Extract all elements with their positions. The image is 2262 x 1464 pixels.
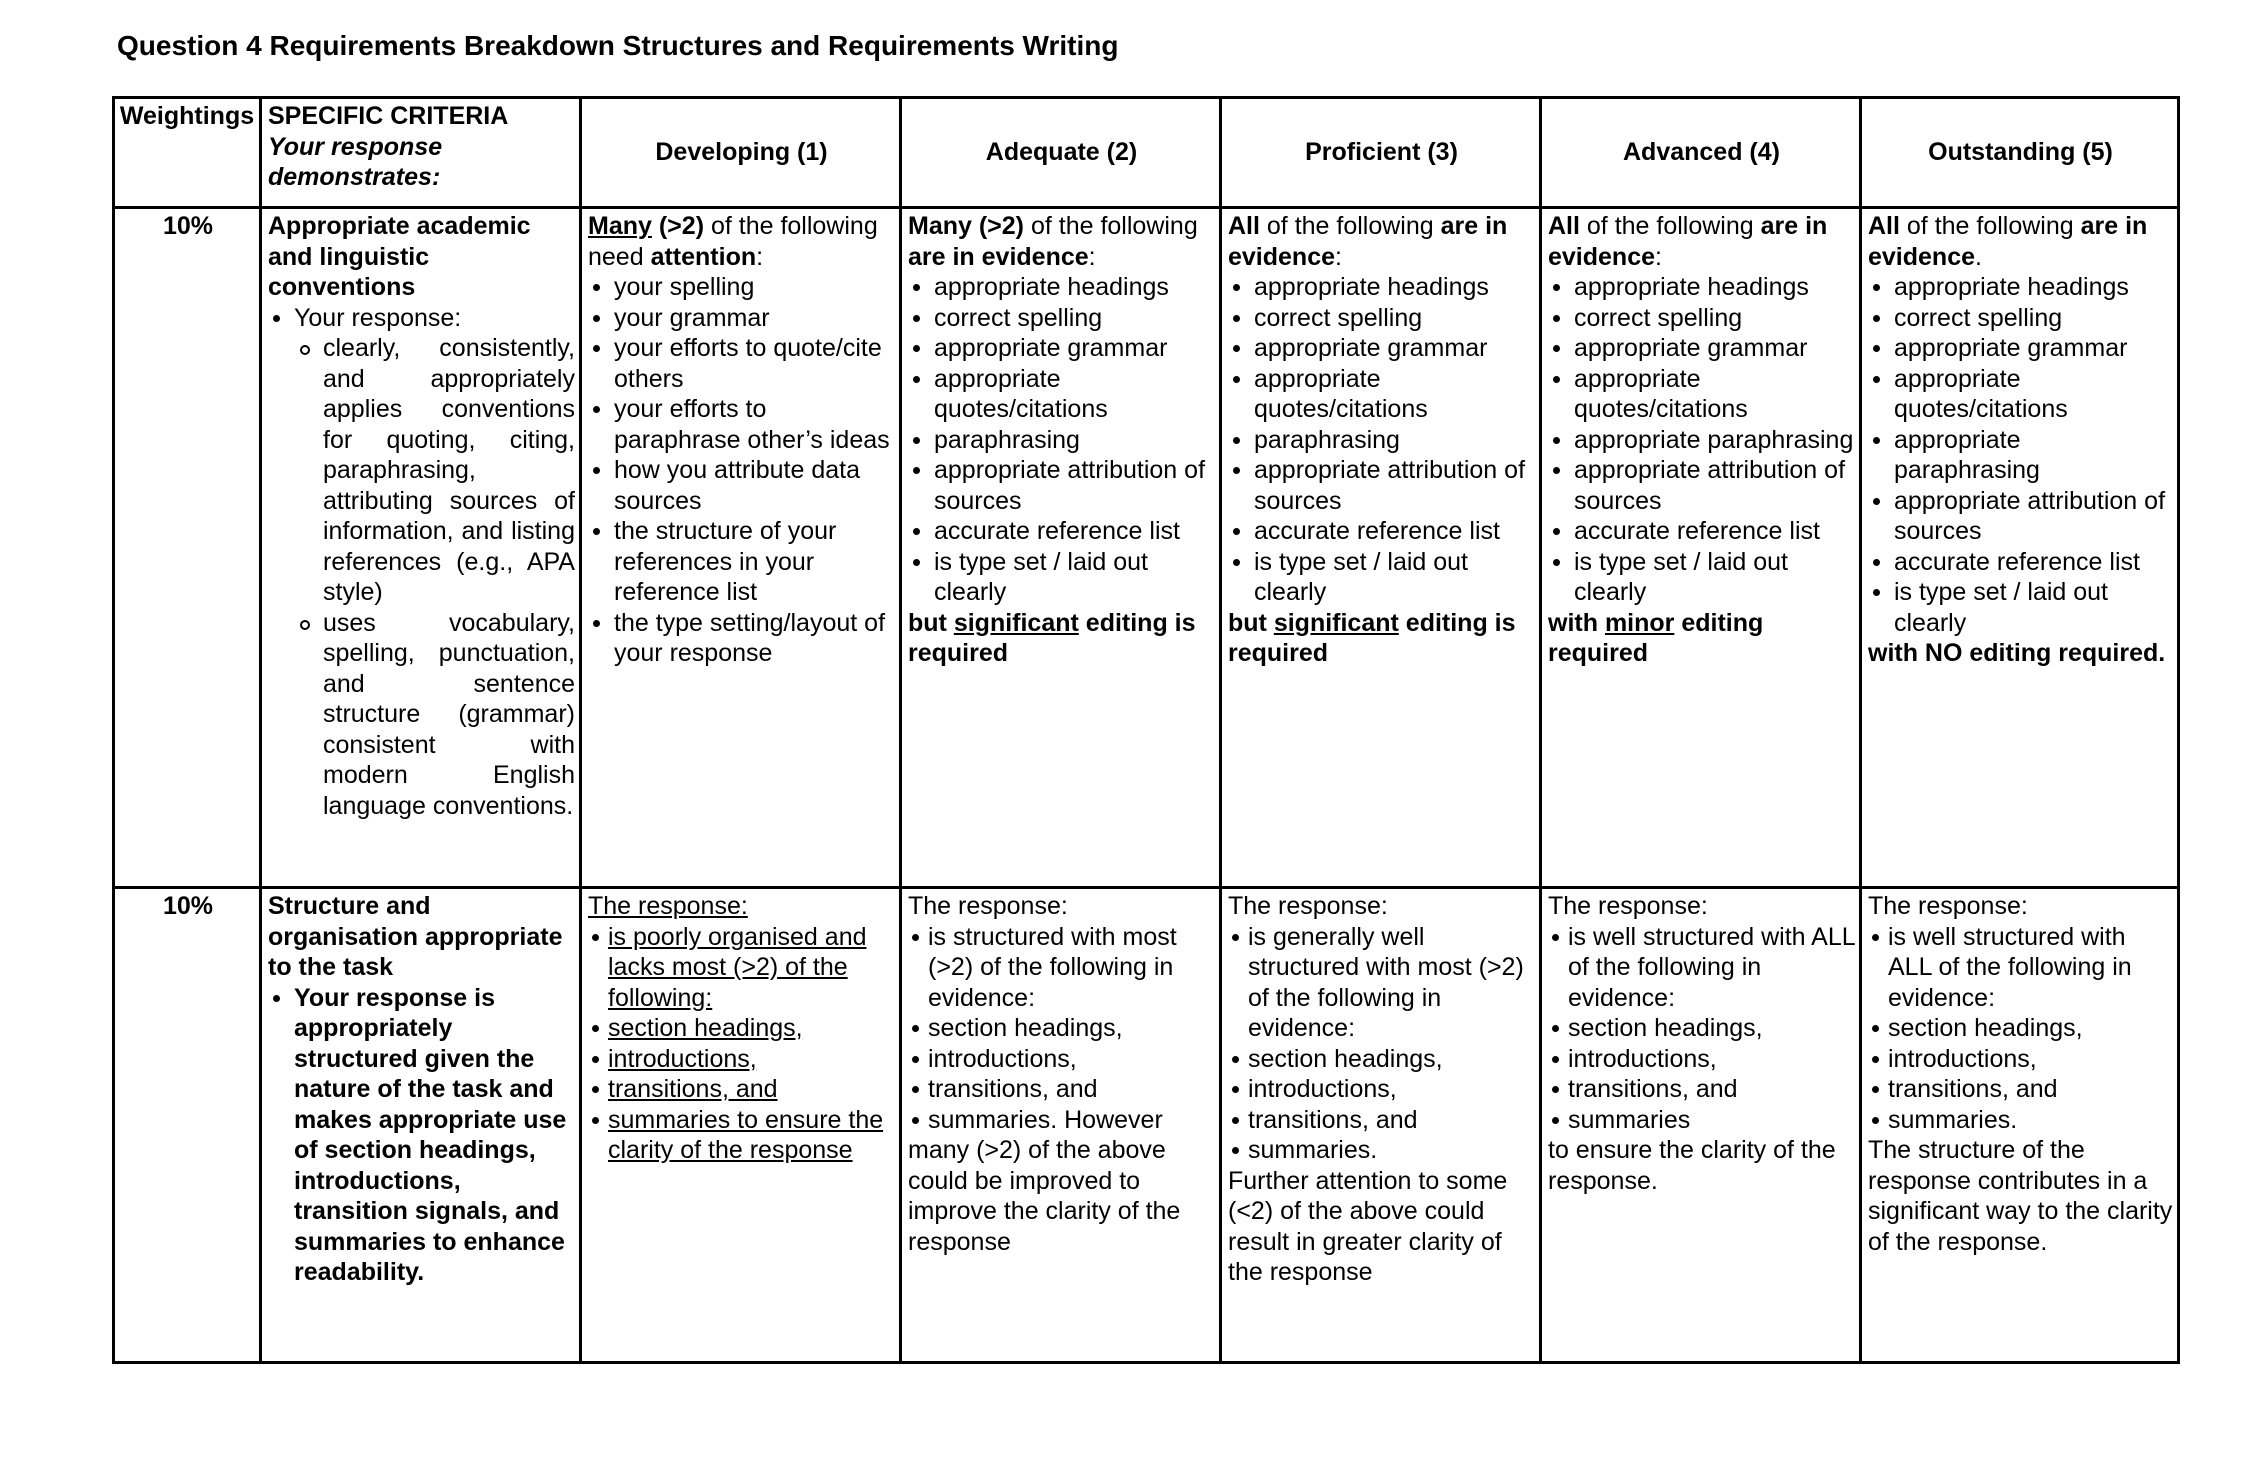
list-item: transitions, and [588, 1074, 895, 1105]
list-item: transitions, and [1548, 1074, 1855, 1105]
criterion-cell [261, 208, 581, 888]
list-item: appropriate paraphrasing [1548, 425, 1855, 456]
criteria-list [908, 922, 1215, 1136]
list-item: appropriate headings [1548, 272, 1855, 303]
list-item: section headings, [588, 1013, 895, 1044]
outstanding-cell [1861, 888, 2179, 1363]
page-title: Question 4 Requirements Breakdown Structures and Requirements Writing [117, 30, 1119, 61]
weight-cell: 10% [114, 888, 261, 1363]
criteria-header [261, 98, 581, 208]
criteria-list [1868, 272, 2173, 638]
cell-intro: The response: [588, 892, 748, 920]
list-item: appropriate grammar [1228, 333, 1535, 364]
list-item: summaries to ensure the clarity of the response [588, 1105, 895, 1166]
criteria-list [1228, 922, 1535, 1166]
outstanding-cell [1861, 208, 2179, 888]
criteria-list [1548, 272, 1855, 608]
cell-intro: All of the following are in evidence: [1228, 212, 1508, 271]
cell-outro: Further attention to some (<2) of the above could result in greater clarity of the response [1228, 1166, 1508, 1286]
criterion-cell [261, 888, 581, 1363]
list-item: appropriate attribution of sources [1868, 486, 2173, 547]
list-item: is type set / laid out clearly [908, 547, 1215, 608]
level-header-proficient: Proficient (3) [1221, 98, 1541, 208]
list-item: section headings, [908, 1013, 1215, 1044]
adequate-cell [901, 888, 1221, 1363]
cell-outro: with minor editing required [1548, 608, 1764, 667]
criteria-list [1228, 272, 1535, 608]
header-row [114, 98, 2179, 208]
list-item: your grammar [588, 303, 895, 334]
list-item: your efforts to quote/cite others [588, 333, 895, 394]
list-item: introductions, [1228, 1074, 1535, 1105]
list-item: accurate reference list [1548, 516, 1855, 547]
list-item: accurate reference list [1228, 516, 1535, 547]
proficient-cell [1221, 888, 1541, 1363]
cell-outro: with NO editing required. [1868, 639, 2166, 667]
cell-outro: to ensure the clarity of the response. [1548, 1136, 1836, 1195]
list-item: appropriate quotes/citations [1228, 364, 1535, 425]
list-item: accurate reference list [908, 516, 1215, 547]
criterion-title: Appropriate academic and linguistic conventions [268, 212, 531, 301]
list-item: summaries. [1228, 1135, 1535, 1166]
list-item: appropriate attribution of sources [1228, 455, 1535, 516]
list-item: accurate reference list [1868, 547, 2173, 578]
criterion-row-structure [114, 888, 2179, 1363]
level-header-outstanding: Outstanding (5) [1861, 98, 2179, 208]
cell-outro: but significant editing is required [1228, 608, 1516, 667]
list-item: the type setting/layout of your response [588, 608, 895, 669]
cell-intro: The response: [1868, 892, 2028, 920]
list-item: transitions, and [1228, 1105, 1535, 1136]
developing-cell [581, 888, 901, 1363]
list-item: appropriate quotes/citations [908, 364, 1215, 425]
criterion-sub: Your response is appropriately structured given the nature of the task and makes appropriate use of section headings, introductions, transition signals, and summaries to enhance readability. [268, 983, 575, 1288]
list-item: introductions, [908, 1044, 1215, 1075]
list-item: appropriate paraphrasing [1868, 425, 2173, 486]
list-item: transitions, and [908, 1074, 1215, 1105]
list-item: correct spelling [1228, 303, 1535, 334]
criteria-subtitle: Your response demonstrates: [268, 132, 443, 191]
list-item: is well structured with ALL of the following in evidence: [1868, 922, 2173, 1014]
criteria-list [1868, 922, 2173, 1136]
list-item: appropriate quotes/citations [1868, 364, 2173, 425]
cell-outro: many (>2) of the above could be improved to improve the clarity of the response [908, 1136, 1181, 1256]
criteria-list [588, 272, 895, 669]
list-item: appropriate headings [1868, 272, 2173, 303]
level-header-developing: Developing (1) [581, 98, 901, 208]
developing-cell [581, 208, 901, 888]
cell-intro: The response: [1548, 892, 1708, 920]
list-item: the structure of your references in your reference list [588, 516, 895, 608]
rubric-table [112, 96, 2180, 1364]
criterion-lead: Your response: [268, 303, 575, 334]
list-item: paraphrasing [908, 425, 1215, 456]
advanced-cell [1541, 208, 1861, 888]
cell-intro: The response: [1228, 892, 1388, 920]
list-item: introductions, [1868, 1044, 2173, 1075]
list-item: is type set / laid out clearly [1228, 547, 1535, 608]
list-item: is generally well structured with most (>2) of the following in evidence: [1228, 922, 1535, 1044]
criteria-list [1548, 922, 1855, 1136]
list-item: appropriate headings [1228, 272, 1535, 303]
list-item: appropriate grammar [1868, 333, 2173, 364]
list-item: correct spelling [908, 303, 1215, 334]
list-item: is structured with most (>2) of the following in evidence: [908, 922, 1215, 1014]
proficient-cell [1221, 208, 1541, 888]
cell-outro: but significant editing is required [908, 608, 1196, 667]
weight-cell: 10% [114, 208, 261, 888]
list-item: is well structured with ALL of the following in evidence: [1548, 922, 1855, 1014]
criteria-list [588, 922, 895, 1166]
list-item: introductions, [1548, 1044, 1855, 1075]
cell-outro: The structure of the response contributes in a significant way to the clarity of the response. [1868, 1136, 2173, 1256]
list-item: section headings, [1228, 1044, 1535, 1075]
criteria-title: SPECIFIC CRITERIA [268, 102, 509, 130]
list-item: clearly, consistently, and appropriately applies conventions for quoting, citing, paraphrasing, attributing sources of information, and listing references (e.g., APA style) [268, 333, 575, 608]
list-item: summaries. [1868, 1105, 2173, 1136]
list-item: appropriate headings [908, 272, 1215, 303]
list-item: is type set / laid out clearly [1868, 577, 2173, 638]
list-item: appropriate grammar [1548, 333, 1855, 364]
list-item: correct spelling [1868, 303, 2173, 334]
level-header-adequate: Adequate (2) [901, 98, 1221, 208]
list-item: how you attribute data sources [588, 455, 895, 516]
adequate-cell [901, 208, 1221, 888]
list-item: summaries [1548, 1105, 1855, 1136]
list-item: appropriate grammar [908, 333, 1215, 364]
list-item: is poorly organised and lacks most (>2) of the following: [588, 922, 895, 1014]
level-header-advanced: Advanced (4) [1541, 98, 1861, 208]
list-item: summaries. However [908, 1105, 1215, 1136]
list-item: your efforts to paraphrase other’s ideas [588, 394, 895, 455]
criteria-list [908, 272, 1215, 608]
list-item: is type set / laid out clearly [1548, 547, 1855, 608]
criterion-sub-list [268, 333, 575, 821]
cell-intro: Many (>2) of the following are in evidence: [908, 212, 1198, 271]
criterion-row-conventions [114, 208, 2179, 888]
weightings-header: Weightings [114, 98, 261, 208]
criterion-title: Structure and organisation appropriate to the task [268, 892, 563, 981]
list-item: appropriate quotes/citations [1548, 364, 1855, 425]
advanced-cell [1541, 888, 1861, 1363]
cell-intro: All of the following are in evidence: [1548, 212, 1828, 271]
list-item: correct spelling [1548, 303, 1855, 334]
list-item: appropriate attribution of sources [908, 455, 1215, 516]
cell-intro: Many (>2) of the following need attention: [588, 212, 878, 271]
list-item: transitions, and [1868, 1074, 2173, 1105]
list-item: paraphrasing [1228, 425, 1535, 456]
list-item: section headings, [1548, 1013, 1855, 1044]
cell-intro: The response: [908, 892, 1068, 920]
list-item: section headings, [1868, 1013, 2173, 1044]
list-item: appropriate attribution of sources [1548, 455, 1855, 516]
cell-intro: All of the following are in evidence. [1868, 212, 2148, 271]
list-item: your spelling [588, 272, 895, 303]
list-item: introductions, [588, 1044, 895, 1075]
list-item: uses vocabulary, spelling, punctuation, and sentence structure (grammar) consistent with modern English language conventions. [268, 608, 575, 822]
